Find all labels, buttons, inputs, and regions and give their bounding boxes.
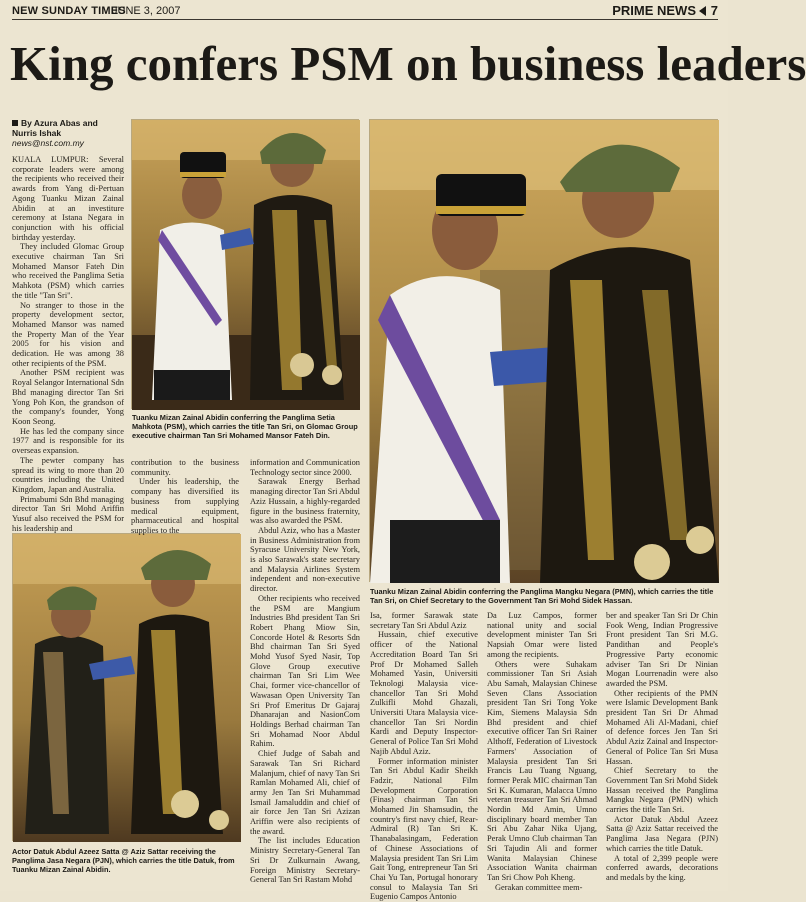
- article-paragraph: No stranger to those in the property development sector, Mohamed Mansor was named the Property Man of the Year 2005 for his vision and dedication. He was among 38 other recipients of the PSM.: [12, 300, 124, 368]
- caption-photo3: Actor Datuk Abdul Azeez Satta @ Aziz Sattar receiving the Panglima Jasa Negara (PJN), which carries the title Datuk, from Tuanku Mizan Zainal Abidin.: [12, 847, 235, 874]
- article-column-6: [606, 611, 718, 883]
- article-paragraph: Isa, former Sarawak state secretary Tan Sri Abdul Aziz: [370, 611, 478, 630]
- byline-authors: By Azura Abas and Nurris Ishak: [12, 118, 98, 138]
- article-column-1: [12, 155, 124, 533]
- article-paragraph: Abdul Aziz, who has a Master in Business Administration from Syracuse University New York, is also Sarawak's state secretary and Malaysia Airlines System independent and non-executive director.: [250, 525, 360, 594]
- article-paragraph: Under his leadership, the company has diversified its business from supplying medical equipment, pharmaceutical and hospital supplies to the: [131, 477, 239, 535]
- article-paragraph: Another PSM recipient was Royal Selangor International Sdn Bhd managing director Tan Sri Yong Poh Kon, the grandson of the company's founder, Yong Koon Seong.: [12, 368, 124, 426]
- caption-photo1: Tuanku Mizan Zainal Abidin conferring the Panglima Setia Mahkota (PSM), which carries the title Tan Sri, on Glomac Group executive chairman Tan Sri Mohamed Mansor Fateh Din.: [132, 413, 358, 440]
- article-paragraph: Chief Judge of Sabah and Sarawak Tan Sri Richard Malanjum, chief of navy Tan Sri Ramlan Mohamed Ali, chief of army Jen Tan Sri Muhammad Ismail Jamaluddin and chief of air force Jen Tan Sri Azizan Ariffin were also recipients of the award.: [250, 749, 360, 836]
- photo-pjn-aziz-sattar: [12, 533, 240, 841]
- issue-date: JUNE 3, 2007: [112, 5, 181, 17]
- article-paragraph: He has led the company since 1977 and is responsible for its overseas expansion.: [12, 426, 124, 456]
- caption-photo2: Tuanku Mizan Zainal Abidin conferring the Panglima Mangku Negara (PMN), which carries the title Tan Sri, on Chief Secretary to the Government Tan Sri Mohd Sidek Hassan.: [370, 587, 714, 605]
- byline: [12, 118, 124, 148]
- article-paragraph: ber and speaker Tan Sri Dr Chin Fook Weng, Indian Progressive Front president Tan Sri M.G. Pandithan and People's Progressive Party economic adviser Tan Sri Dr Ninian Mogan Lourrenadin were also awarded the PSM.: [606, 611, 718, 688]
- article-paragraph: A total of 2,399 people were conferred awards, decorations and medals by the king.: [606, 853, 718, 882]
- article-column-3: [250, 458, 360, 885]
- photo-pmn-sidek-image: [370, 120, 719, 583]
- article-paragraph: Hussain, chief executive officer of the National Accreditation Board Tan Sri Prof Dr Mohamed Salleh Mohamed Yasin, Universiti Teknologi Malaysia vice-chancellor Tan Sri Mohd Zulkifli Mohd Ghazali, Universiti Utara Malaysia vice-chancellor Tan Sri Nordin Kardi and Deputy Inspector-General of Police Tan Sri Mohd Najib Abdul Aziz.: [370, 630, 478, 756]
- article-paragraph: Others were Suhakam commissioner Tan Sri Asiah Abu Samah, Malaysian Chinese Seven Clans Association president Tan Sri Tong Yoke Kim, Siemens Malaysia Sdn Bhd president and chief executive officer Tan Sri Rainer Althoff, Federation of Livestock Farmers' Association of Malaysia president Tan Sri Francis Lau Tuang Nguang, former Perak MIC chairman Tan Sri K. Kumaran, Malacca Umno veteran treasurer Tan Sri Ahmad Nordin Md Amin, Umno disciplinary board member Tan Sri Abu Zahar Nika Ujang, Perak Umno Club chairman Tan Sri Tajudin Ali and former Wanita Malaysian Chinese Association Wanita chairman Tan Sri Chow Poh Kheng.: [487, 659, 597, 882]
- section-name: PRIME NEWS: [612, 3, 696, 18]
- newspaper-name: NEW SUNDAY TIMES: [12, 5, 126, 17]
- article-paragraph: Chief Secretary to the Government Tan Sri Mohd Sidek Hassan received the Panglima Mangku Negara (PMN) which carries the title Tan Sri.: [606, 766, 718, 815]
- bullet-square-icon: [12, 120, 18, 126]
- left-arrow-icon: [699, 6, 706, 16]
- article-column-2: [131, 458, 239, 536]
- article-paragraph: Gerakan committee mem-: [495, 882, 583, 892]
- photo-psm-mansor: [131, 119, 359, 409]
- article-paragraph: Former information minister Tan Sri Abdul Kadir Sheikh Fadzir, National Film Development Corporation (Finas) chairman Tan Sri Mohamed Jin Shamsudin, the country's first navy chief, Rear-Admiral (R) Tan Sri K. Thanabalasingam, Federation of Chinese Associations of Malaysia president Tan Sri Lim Gait Tong, entrepreneur Tan Sri Chai Yu Tan, Portugal honorary consul to Malaysia Tan Sri Eugenio Campos Antonio: [370, 756, 478, 902]
- article-paragraph: KUALA LUMPUR: Several corporate leaders were among the recipients who received their awards from Yang di-Pertuan Agong Tuanku Mizan Zainal Abidin at an investiture ceremony at Istana Negara in conjunction with his official birthday yesterday.: [12, 155, 124, 242]
- masthead: [12, 2, 718, 20]
- article-paragraph: The list includes Education Ministry Secretary-General Tan Sri Dr Zulkurnain Awang, Foreign Ministry Secretary-General Tan Sri Rastam Mohd: [250, 836, 360, 885]
- byline-email: news@nst.com.my: [12, 138, 84, 148]
- article-column-5: [487, 611, 597, 892]
- article-paragraph: They included Glomac Group executive chairman Tan Sri Mohamed Mansor Fateh Din who received the Panglima Setia Mahkota (PSM) which carries the title "Tan Sri".: [12, 242, 124, 300]
- article-paragraph: Other recipients who received the PSM are Mangium Industries Bhd president Tan Sri Robert Phang Miow Sin, Concorde Hotel & Resorts Sdn Bhd chairman Tan Sri Syed Mohd Yusof Syed Nasir, Top Glove Group executive chairman Tan Sri Lim Wee Chai, former vice-chancellor of Wawasan Open University Tan Sri Prof Emeritus Dr Gajaraj Dhanarajan and NasionCom Holdings Berhad chairman Tan Sri Mohamad Noor Abdul Rahim.: [250, 593, 360, 749]
- photo-pjn-aziz-sattar-image: [13, 534, 241, 842]
- photo-pmn-sidek: [369, 119, 718, 582]
- article-paragraph: information and Communication Technology sector since 2000.: [250, 458, 360, 477]
- article-paragraph: The pewter company has spread its wing to more than 20 countries including the United Kingdom, Japan and Australia.: [12, 455, 124, 494]
- article-paragraph: Da Luz Campos, former national unity and social development minister Tan Sri Napsiah Omar were listed among the recipients.: [487, 611, 597, 659]
- article-column-4: [370, 611, 478, 902]
- photo-psm-mansor-image: [132, 120, 360, 410]
- article-paragraph: contribution to the business community.: [131, 458, 239, 477]
- article-paragraph: Primabumi Sdn Bhd managing director Tan Sri Mohd Ariffin Yusuf also received the PSM for his leadership and: [12, 494, 124, 533]
- article-paragraph: Sarawak Energy Berhad managing director Tan Sri Abdul Aziz Hussain, a highly-regarded figure in the business fraternity, was also awarded the PSM.: [250, 477, 360, 526]
- article-paragraph: Other recipients of the PMN were Islamic Development Bank president Tan Sri Dr Ahmad Mohamed Ali Al-Madani, chief of defence forces Jen Tan Sri Abdul Aziz Zainal and Inspector-General of Police Tan Sri Musa Hassan.: [606, 688, 718, 766]
- article-paragraph: Actor Datuk Abdul Azeez Satta @ Aziz Sattar received the Panglima Jasa Negara (PJN) which carries the title Datuk.: [606, 814, 718, 853]
- page-number: 7: [710, 3, 718, 18]
- headline: King confers PSM on business leaders: [10, 36, 806, 91]
